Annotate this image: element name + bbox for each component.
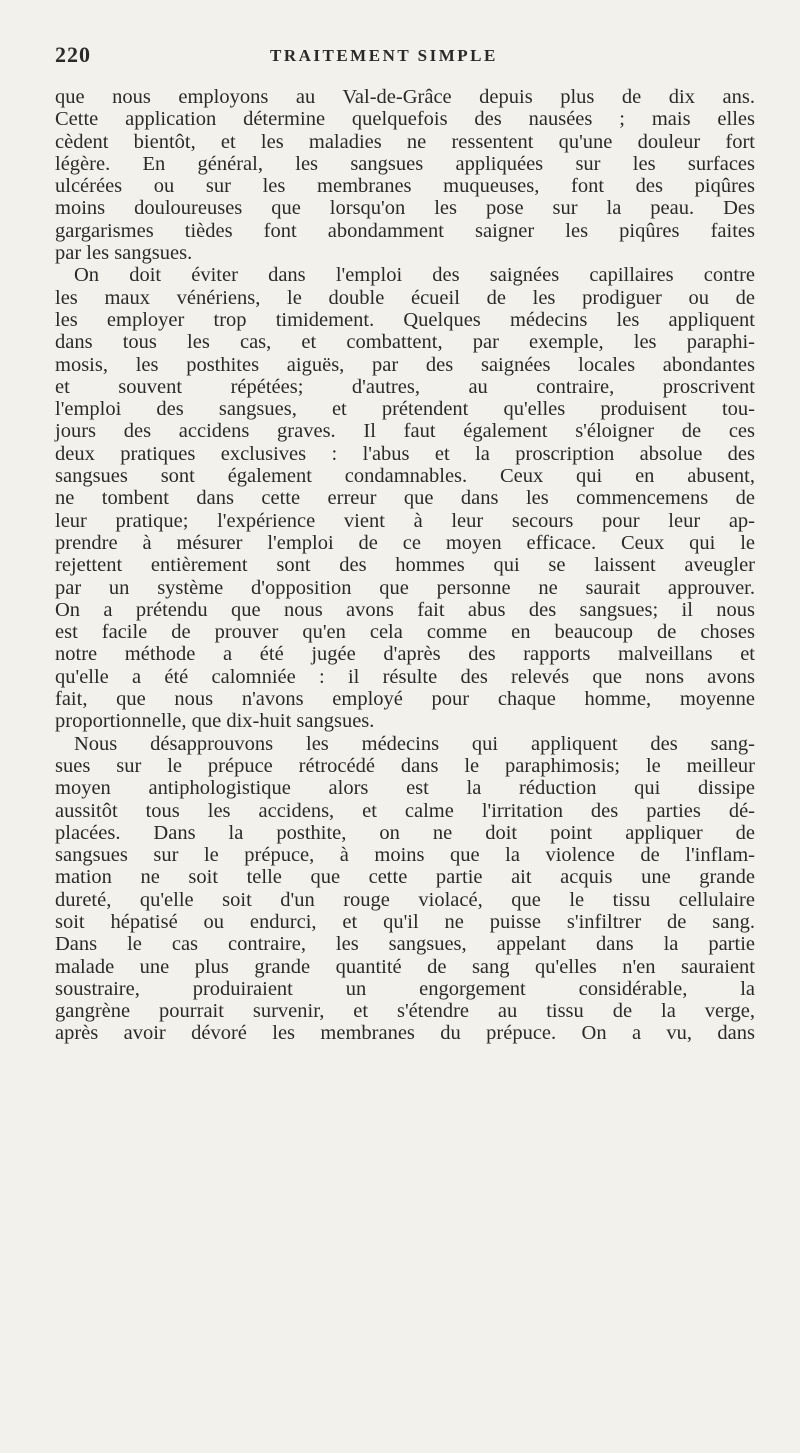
text-line: On a prétendu que nous avons fait abus des sangsues; il nous [55, 598, 755, 621]
page-number: 220 [55, 42, 91, 67]
text-line: jours des accidens graves. Il faut également s'éloigner de ces [55, 420, 755, 443]
text-line: que nous employons au Val-de-Grâce depuis plus de dix ans. [55, 86, 755, 108]
text-line: prendre à mésurer l'emploi de ce moyen efficace. Ceux qui le [55, 531, 755, 554]
text-line: Nous désapprouvons les médecins qui appliquent des sang- [74, 732, 755, 755]
text-line: mosis, les posthites aiguës, par des saignées locales abondantes [55, 353, 755, 376]
text-line: gangrène pourrait survenir, et s'étendre au tissu de la verge, [55, 1000, 755, 1023]
text-line: moyen antiphologistique alors est la réduction qui dissipe [55, 777, 755, 800]
text-line: rejettent entièrement sont des hommes qui se laissent aveugler [55, 554, 755, 577]
text-line: proportionnelle, que dix-huit sangsues. [55, 710, 375, 733]
text-line: placées. Dans la posthite, on ne doit point appliquer de [55, 821, 755, 844]
text-line: sangsues sur le prépuce, à moins que la violence de l'inflam- [55, 844, 755, 867]
text-line: sangsues sont également condamnables. Ceux qui en abusent, [55, 465, 755, 488]
text-line: dans tous les cas, et combattent, par exemple, les paraphi- [55, 331, 755, 354]
text-line: mation ne soit telle que cette partie ait acquis une grande [55, 866, 755, 889]
running-head: TRAITEMENT SIMPLE [270, 46, 498, 65]
text-line: qu'elle a été calomniée : il résulte des relevés que nons avons [55, 665, 755, 688]
text-line: cèdent bientôt, et les maladies ne ressentent qu'une douleur fort [55, 130, 755, 153]
body-text [55, 86, 755, 1045]
text-line: deux pratiques exclusives : l'abus et la proscription absolue des [55, 442, 755, 465]
text-line: notre méthode a été jugée d'après des rapports malveillans et [55, 643, 755, 666]
text-line: soustraire, produiraient un engorgement considérable, la [55, 977, 755, 1000]
text-line: On doit éviter dans l'emploi des saignées capillaires contre [74, 264, 755, 287]
text-line: après avoir dévoré les membranes du prépuce. On a vu, dans [55, 1022, 755, 1045]
text-line: fait, que nous n'avons employé pour chaque homme, moyenne [55, 688, 755, 711]
text-line: moins douloureuses que lorsqu'on les pose sur la peau. Des [55, 197, 755, 220]
text-line: Dans le cas contraire, les sangsues, appelant dans la partie [55, 933, 755, 956]
text-line: dureté, qu'elle soit d'un rouge violacé, que le tissu cellulaire [55, 888, 755, 911]
text-line: sues sur le prépuce rétrocédé dans le paraphimosis; le meilleur [55, 754, 755, 777]
page-header [55, 42, 755, 74]
text-line: les employer trop timidement. Quelques médecins les appliquent [55, 308, 755, 331]
text-line: ne tombent dans cette erreur que dans les commencemens de [55, 487, 755, 510]
text-line: légère. En général, les sangsues appliquées sur les surfaces [55, 152, 755, 175]
text-line: ulcérées ou sur les membranes muqueuses, font des piqûres [55, 175, 755, 198]
text-line: l'emploi des sangsues, et prétendent qu'elles produisent tou- [55, 398, 755, 421]
text-line: soit hépatisé ou endurci, et qu'il ne puisse s'infiltrer de sang. [55, 910, 755, 933]
text-line: gargarismes tièdes font abondamment saigner les piqûres faites [55, 219, 755, 242]
text-line: malade une plus grande quantité de sang qu'elles n'en sauraient [55, 955, 755, 978]
text-line: aussitôt tous les accidens, et calme l'irritation des parties dé- [55, 799, 755, 822]
text-line: est facile de prouver qu'en cela comme en beaucoup de choses [55, 621, 755, 644]
text-line: et souvent répétées; d'autres, au contraire, proscrivent [55, 375, 755, 398]
text-line: Cette application détermine quelquefois des nausées ; mais elles [55, 108, 755, 131]
text-line: les maux vénériens, le double écueil de les prodiguer ou de [55, 286, 755, 309]
text-line: leur pratique; l'expérience vient à leur secours pour leur ap- [55, 509, 755, 532]
text-line: par les sangsues. [55, 242, 193, 265]
text-line: par un système d'opposition que personne ne saurait approuver. [55, 576, 755, 599]
